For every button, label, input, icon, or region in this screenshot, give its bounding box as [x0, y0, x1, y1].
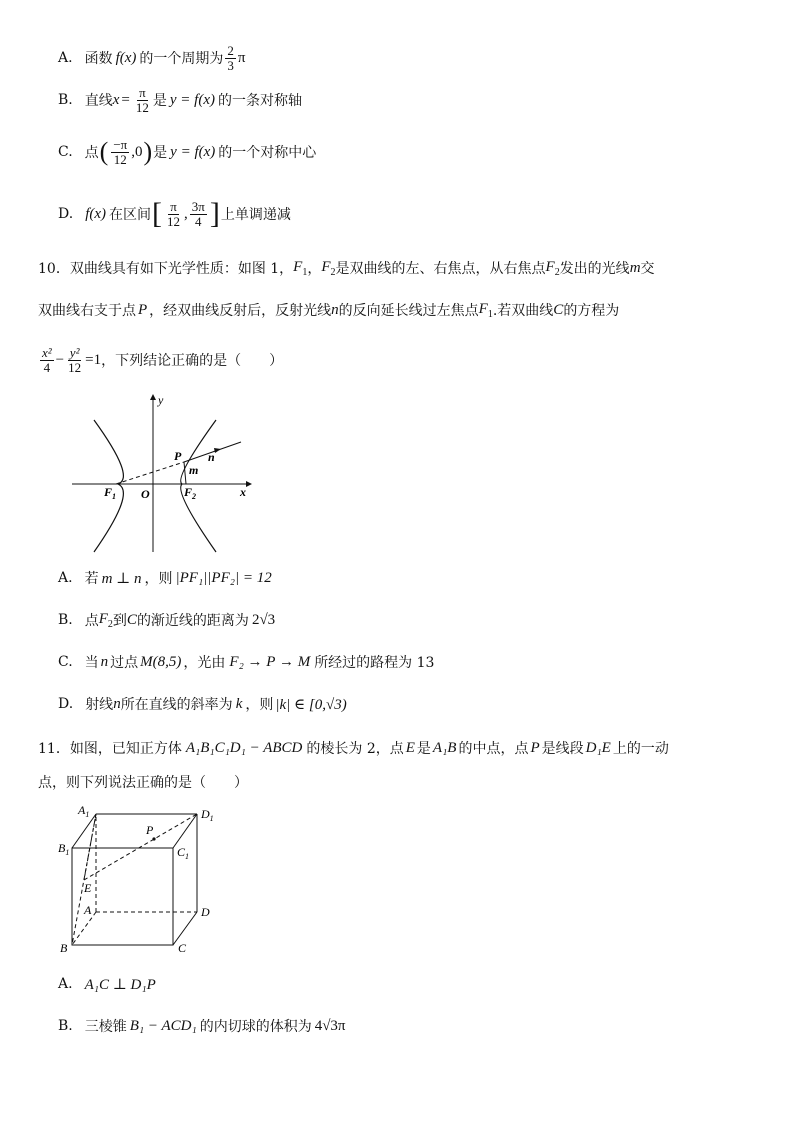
math-value: 2√3 — [251, 611, 276, 628]
text: 所经过的路程为 13 — [314, 655, 435, 671]
numerator: x² — [42, 344, 52, 360]
text: 的渐近线的距离为 — [136, 613, 249, 629]
math-path: F₂ → P → M — [229, 653, 311, 670]
text: 上的一动 — [612, 741, 669, 757]
q11-stem-line1 — [38, 736, 669, 760]
label-C: C — [178, 941, 187, 955]
fraction — [165, 200, 182, 228]
math-C: C — [126, 611, 137, 628]
option-label: A. — [58, 570, 73, 586]
fraction — [225, 44, 236, 72]
math-P: P — [138, 301, 148, 318]
paren-left: ( — [99, 137, 109, 166]
numerator: 3π — [191, 198, 205, 214]
q9-option-a — [58, 40, 245, 76]
text: 是 — [153, 145, 168, 161]
math-F1: $F_1$ — [293, 258, 308, 278]
comma: , — [184, 205, 188, 222]
text: 到 — [112, 613, 127, 629]
text: 发出的光线 — [559, 261, 630, 277]
minus: − — [55, 351, 65, 368]
denominator: 3 — [227, 57, 234, 73]
math-F1: $F_1$ — [478, 300, 493, 320]
numerator: 2 — [227, 42, 234, 58]
math-fx: f(x) — [115, 49, 137, 66]
segment-A1E — [84, 814, 96, 880]
text: 点 — [84, 613, 99, 629]
text: ， — [307, 261, 322, 277]
q10-stem-line3 — [38, 340, 283, 380]
x-axis-arrow — [246, 481, 252, 487]
math-C: C — [553, 301, 564, 318]
denominator: 12 — [135, 99, 149, 115]
math-F2: $F_2$ — [321, 258, 336, 278]
text: 11．如图，已知正方体 — [38, 741, 182, 757]
cube-figure — [56, 800, 226, 960]
q9-option-b — [58, 82, 302, 118]
numerator: π — [170, 198, 177, 214]
label-F2: $F_2$ — [184, 485, 197, 501]
numerator: y² — [69, 344, 80, 360]
math-n: n — [113, 695, 121, 712]
label-m: m — [189, 463, 199, 477]
option-label: D. — [58, 696, 74, 712]
fraction — [190, 200, 207, 228]
pi: π — [237, 49, 246, 66]
math-expr: A₁C ⊥ D₁P — [84, 976, 156, 993]
math-cube: A₁B₁C₁D₁ − ABCD — [185, 739, 303, 756]
text: 射线 — [85, 697, 114, 713]
paren-right: ) — [143, 137, 153, 166]
option-label: D. — [58, 206, 74, 222]
math-n: n — [331, 301, 339, 318]
text: 的一个对称中心 — [218, 145, 317, 161]
option-label: B. — [58, 92, 73, 108]
q10-option-d — [58, 690, 347, 718]
letter: D — [201, 807, 210, 821]
ray-m — [184, 462, 186, 484]
option-label: C. — [58, 654, 73, 670]
text: 函数 — [84, 51, 113, 67]
label-F1: $F_1$ — [104, 485, 117, 501]
math-zero: ,0 — [131, 143, 143, 160]
text: 的中点，点 — [458, 741, 529, 757]
dashed-extension — [116, 462, 184, 484]
text: 所在直线的斜率为 — [120, 697, 233, 713]
label-D: D — [201, 905, 210, 919]
text: 是线段 — [541, 741, 584, 757]
math-P: P — [530, 739, 540, 756]
label-y: y — [158, 393, 164, 407]
edge-D1C1 — [173, 814, 197, 848]
letter: F — [293, 258, 303, 275]
numerator: −π — [113, 136, 128, 152]
text: 当 — [84, 655, 99, 671]
text: 的反向延长线过左焦点 — [338, 303, 479, 319]
text: ，则 — [144, 571, 173, 587]
text: 的方程为 — [563, 303, 620, 319]
option-label: A. — [58, 976, 73, 992]
q11-option-a — [58, 972, 156, 996]
math-k: k — [235, 695, 243, 712]
q10-stem-line2 — [38, 298, 619, 322]
math-cond: m ⊥ n — [101, 570, 142, 587]
label-A1: $A_1$ — [78, 803, 90, 819]
text: 的棱长为 2，点 — [306, 741, 404, 757]
math-eq: = — [121, 91, 130, 108]
denominator: 4 — [43, 359, 51, 375]
math-point: M(8,5) — [140, 653, 182, 670]
text: 是 — [152, 93, 167, 109]
math-D1E: D₁E — [585, 739, 611, 756]
math-yfx: y = f(x) — [170, 143, 216, 160]
ray-arrow — [214, 448, 221, 453]
text: 是 — [416, 741, 431, 757]
math-expr: |PF₁||PF₂| = 12 — [175, 569, 272, 586]
option-label: B. — [58, 612, 73, 628]
text: ，经双曲线反射后，反射光线 — [149, 303, 332, 319]
text: ，则 — [245, 697, 274, 713]
q9-option-d — [58, 192, 291, 236]
hyperbola-figure — [66, 390, 256, 556]
text: 10．双曲线具有如下光学性质：如图 1， — [38, 261, 294, 277]
text: 是双曲线的左、右焦点，从右焦点 — [335, 261, 546, 277]
math-x: x — [112, 91, 120, 108]
text: 双曲线右支于点 — [38, 303, 136, 319]
label-E: E — [84, 881, 92, 895]
letter: F — [321, 258, 331, 275]
y-axis-arrow — [150, 394, 156, 400]
label-C1: $C_1$ — [177, 845, 190, 861]
math-E: E — [405, 739, 415, 756]
option-label: A. — [58, 50, 73, 66]
label-B: B — [60, 941, 68, 955]
label-D1: $D_1$ — [201, 807, 214, 823]
letter: F — [478, 300, 488, 317]
text: 三棱锥 — [84, 1019, 127, 1035]
letter: F — [545, 258, 555, 275]
math-yfx: y = f(x) — [169, 91, 215, 108]
text: 的内切球的体积为 — [199, 1019, 312, 1035]
math-n: n — [100, 653, 109, 670]
text: ，下列结论正确的是（ ） — [101, 353, 284, 369]
text: 若 — [84, 571, 99, 587]
text: 的一个周期为 — [139, 51, 224, 67]
math-A1B: A₁B — [432, 739, 457, 756]
bracket-left: [ — [152, 197, 163, 230]
denominator: 4 — [195, 213, 202, 229]
label-P: P — [146, 823, 154, 837]
q9-option-c — [58, 132, 316, 172]
letter: F — [98, 610, 108, 627]
math-expr: |k| ∈ [0,√3) — [275, 696, 347, 713]
fraction-y — [66, 346, 83, 374]
numerator: π — [139, 84, 146, 100]
math-F2: $F_2$ — [545, 258, 560, 278]
text: 点 — [84, 145, 99, 161]
denominator: 12 — [68, 359, 82, 375]
equation-rhs: =1 — [85, 351, 102, 368]
text: 点，则下列说法正确的是（ ） — [38, 775, 248, 791]
label-B1: $B_1$ — [58, 841, 70, 857]
bracket-right: ] — [209, 197, 220, 230]
text: .若双曲线 — [492, 303, 554, 319]
letter: A — [78, 803, 86, 817]
option-label: C. — [58, 144, 73, 160]
label-A: A — [84, 903, 92, 917]
label-P: P — [174, 449, 182, 463]
letter: C — [177, 845, 186, 859]
text: ，光由 — [183, 655, 226, 671]
label-O: O — [141, 487, 150, 501]
math-expr: B₁ − ACD₁ — [129, 1017, 197, 1034]
text: 过点 — [110, 655, 139, 671]
point-P — [152, 837, 155, 840]
text: 直线 — [84, 93, 113, 109]
math-value: 4√3π — [314, 1017, 346, 1034]
text: 交 — [640, 261, 655, 277]
q10-option-c — [58, 650, 434, 674]
letter: F — [104, 485, 113, 499]
letter: F — [184, 485, 193, 499]
fraction — [111, 138, 129, 166]
text: 的一条对称轴 — [218, 93, 302, 109]
label-x: x — [240, 485, 246, 499]
math-F2: $F_2$ — [98, 610, 113, 630]
math-m: m — [629, 259, 641, 276]
label-n: n — [208, 450, 215, 464]
q10-option-a — [58, 566, 272, 590]
denominator: 12 — [167, 213, 181, 229]
option-label: B. — [58, 1018, 73, 1034]
text: 上单调递减 — [220, 207, 291, 223]
math-fx: f(x) — [85, 205, 107, 222]
fraction-x — [40, 346, 54, 374]
fraction — [134, 86, 151, 114]
q10-option-b — [58, 608, 275, 632]
q11-stem-line2 — [38, 770, 248, 794]
q11-option-b — [58, 1014, 346, 1038]
denominator: 12 — [113, 151, 127, 167]
letter: B — [58, 841, 66, 855]
text: 在区间 — [109, 207, 152, 223]
q10-stem-line1 — [38, 256, 655, 280]
